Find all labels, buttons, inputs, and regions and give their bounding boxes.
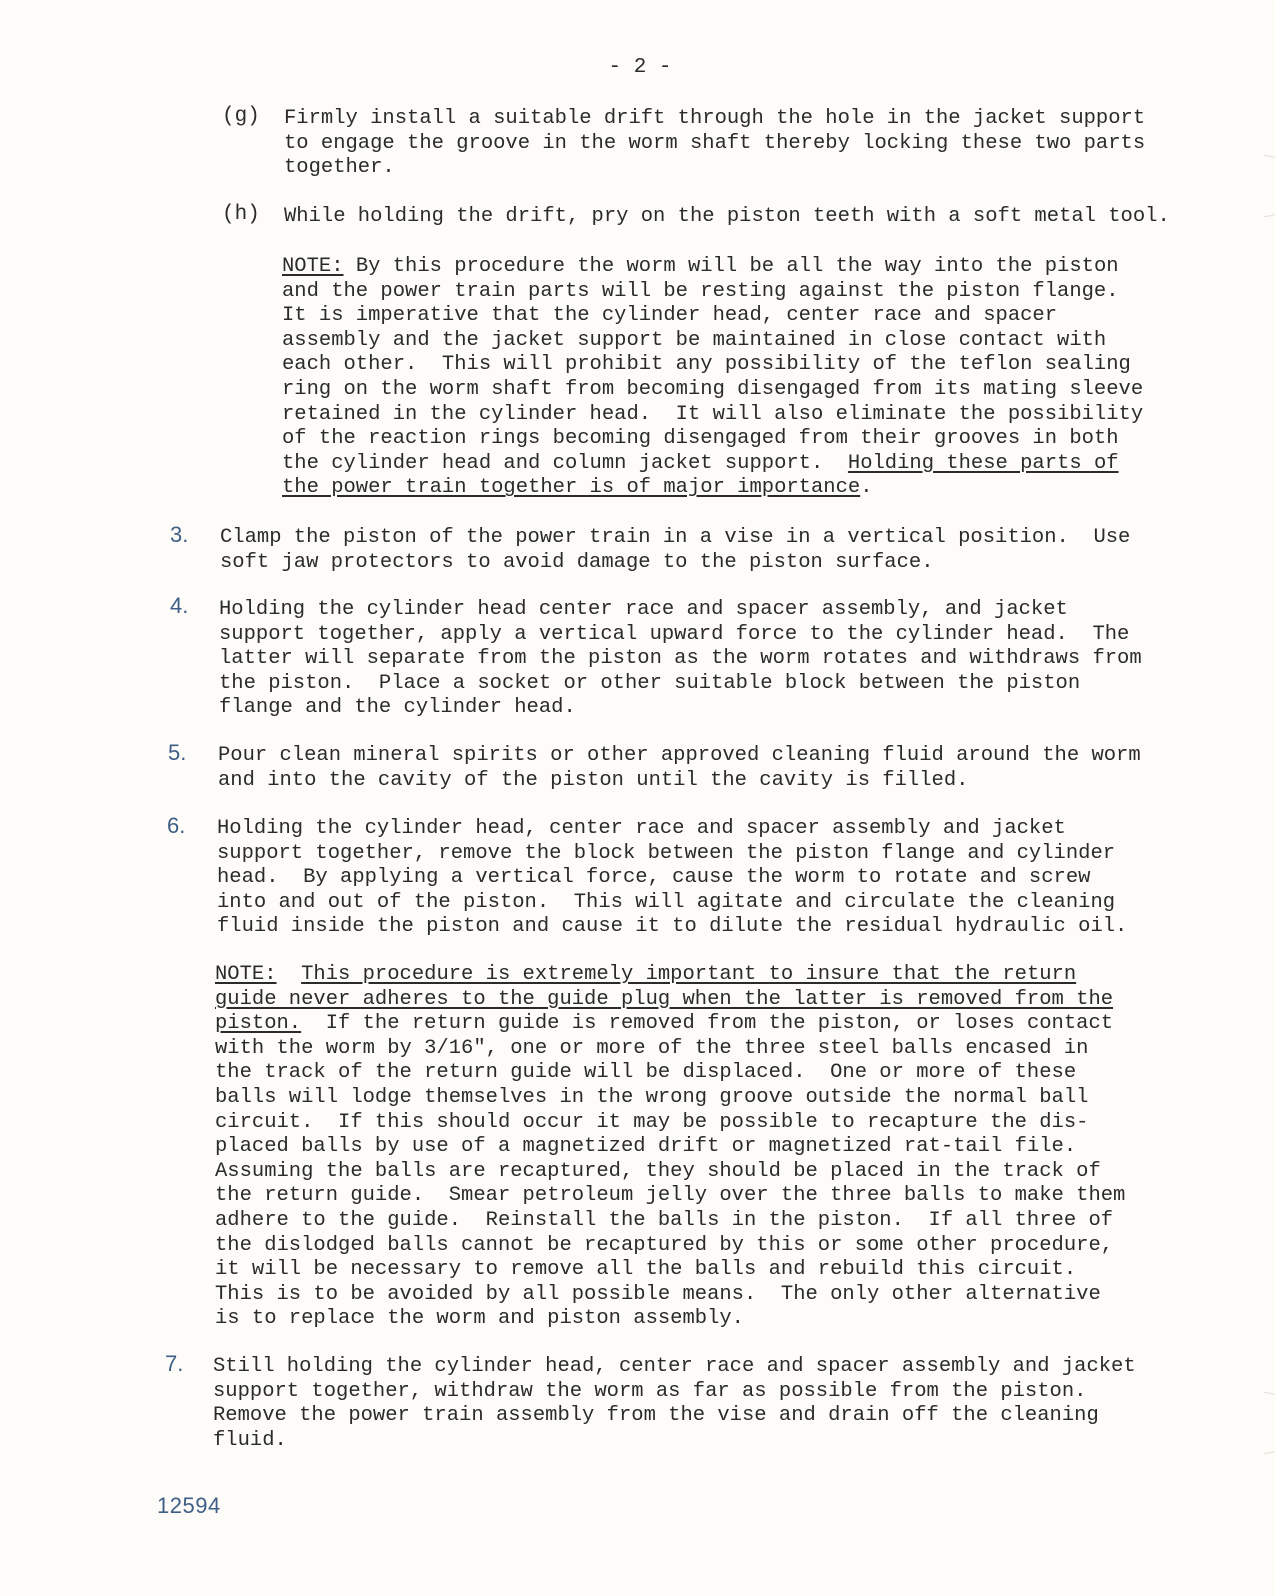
note-2-line: Assuming the balls are recaptured, they should be placed in the track of bbox=[215, 1159, 1101, 1183]
step-3-label: 3. bbox=[170, 522, 189, 547]
step-4-line: the piston. Place a socket or other suitable block between the piston bbox=[219, 671, 1081, 695]
step-6-line: support together, remove the block between the piston flange and cylinder bbox=[217, 841, 1116, 865]
item-h-text bbox=[284, 205, 1170, 230]
note-1-end-punct: . bbox=[860, 476, 873, 500]
step-4-text bbox=[219, 598, 1142, 721]
note-2-line: This is to be avoided by all possible means. The only other alternative bbox=[215, 1282, 1101, 1306]
note-2-emphasis: piston. bbox=[215, 1012, 302, 1036]
note-2-line: balls will lodge themselves in the wrong groove outside the normal ball bbox=[215, 1085, 1089, 1109]
item-g-text bbox=[284, 107, 1145, 181]
step-7-label: 7. bbox=[165, 1351, 184, 1376]
note-2-line: the dislodged balls cannot be recaptured by this or some other procedure, bbox=[215, 1233, 1114, 1257]
note-1-line: It is imperative that the cylinder head, center race and spacer bbox=[282, 304, 1058, 328]
note-1-line: ring on the worm shaft from becoming disengaged from its mating sleeve bbox=[282, 377, 1144, 401]
step-7-text bbox=[213, 1355, 1136, 1453]
page-number: - 2 - bbox=[608, 56, 672, 79]
step-7-line: Remove the power train assembly from the vise and drain off the cleaning bbox=[213, 1404, 1099, 1428]
step-4-line: flange and the cylinder head. bbox=[219, 696, 576, 720]
step-5-line: Pour clean mineral spirits or other approved cleaning fluid around the worm bbox=[218, 744, 1141, 767]
note-1-line: assembly and the jacket support be maintained in close contact with bbox=[282, 328, 1107, 352]
step-3-line: soft jaw protectors to avoid damage to the piston surface. bbox=[220, 550, 934, 574]
step-5-label: 5. bbox=[168, 740, 187, 765]
item-g-label: (g) bbox=[222, 105, 260, 128]
step-7-line: support together, withdraw the worm as far as possible from the piston. bbox=[213, 1379, 1087, 1403]
step-4-label: 4. bbox=[170, 593, 189, 618]
note-2-emphasis: This procedure is extremely important to insure that the return bbox=[301, 963, 1077, 986]
punch-hole-mark bbox=[1264, 1392, 1275, 1454]
note-2-line: is to replace the worm and piston assembly. bbox=[215, 1307, 744, 1331]
note-1 bbox=[282, 255, 1143, 501]
step-5-text bbox=[218, 744, 1141, 793]
item-h-line: While holding the drift, pry on the piston teeth with a soft metal tool. bbox=[284, 205, 1170, 228]
step-4-line: latter will separate from the piston as the worm rotates and withdraws from bbox=[219, 647, 1142, 671]
step-4-line: support together, apply a vertical upward force to the cylinder head. The bbox=[219, 622, 1130, 646]
note-2-line: placed balls by use of a magnetized drift or magnetized rat-tail file. bbox=[215, 1135, 1077, 1159]
note-1-line: the cylinder head and column jacket support. bbox=[282, 451, 848, 475]
step-4-line: Holding the cylinder head center race and spacer assembly, and jacket bbox=[219, 598, 1068, 621]
note-1-line: By this procedure the worm will be all the way into the piston bbox=[343, 255, 1119, 278]
note-2-heading: NOTE: bbox=[215, 963, 277, 986]
note-1-emphasis: Holding these parts of bbox=[847, 451, 1119, 475]
note-2-line: If the return guide is removed from the piston, or loses contact bbox=[301, 1012, 1114, 1036]
note-2-line: it will be necessary to remove all the balls and rebuild this circuit. bbox=[215, 1258, 1077, 1282]
item-h-label: (h) bbox=[222, 203, 260, 226]
punch-hole-mark bbox=[1264, 155, 1275, 217]
step-7-line: Still holding the cylinder head, center race and spacer assembly and jacket bbox=[213, 1355, 1136, 1378]
step-6-line: Holding the cylinder head, center race and spacer assembly and jacket bbox=[217, 817, 1066, 840]
item-g-line: Firmly install a suitable drift through the hole in the jacket support bbox=[284, 107, 1146, 130]
step-3-text bbox=[220, 526, 1130, 575]
step-6-line: into and out of the piston. This will agitate and circulate the cleaning bbox=[217, 890, 1116, 914]
step-7-line: fluid. bbox=[213, 1428, 287, 1452]
step-6-label: 6. bbox=[167, 813, 186, 838]
step-5-line: and into the cavity of the piston until the cavity is filled. bbox=[218, 768, 969, 792]
note-2-emphasis: guide never adheres to the guide plug when the latter is removed from the bbox=[215, 987, 1114, 1011]
step-3-line: Clamp the piston of the power train in a vise in a vertical position. Use bbox=[220, 526, 1131, 549]
note-1-heading: NOTE: bbox=[282, 255, 344, 278]
note-2-line: the return guide. Smear petroleum jelly over the three balls to make them bbox=[215, 1184, 1126, 1208]
note-2-line: the track of the return guide will be displaced. One or more of these bbox=[215, 1061, 1077, 1085]
step-6-line: head. By applying a vertical force, cause the worm to rotate and screw bbox=[217, 866, 1091, 890]
item-g-line: to engage the groove in the worm shaft thereby locking these two parts bbox=[284, 131, 1146, 155]
note-1-emphasis: the power train together is of major importance bbox=[282, 476, 861, 500]
note-1-line: each other. This will prohibit any possibility of the teflon sealing bbox=[282, 353, 1131, 377]
note-2 bbox=[215, 963, 1125, 1332]
step-6-line: fluid inside the piston and cause it to dilute the residual hydraulic oil. bbox=[217, 915, 1128, 939]
note-1-line: retained in the cylinder head. It will also eliminate the possibility bbox=[282, 402, 1144, 426]
document-code: 12594 bbox=[157, 1493, 221, 1518]
note-1-line: of the reaction rings becoming disengaged from their grooves in both bbox=[282, 427, 1119, 451]
item-g-line: together. bbox=[284, 156, 395, 180]
note-2-line: with the worm by 3/16", one or more of the three steel balls encased in bbox=[215, 1036, 1089, 1060]
note-1-line: and the power train parts will be resting against the piston flange. bbox=[282, 279, 1119, 303]
step-6-text bbox=[217, 817, 1127, 940]
note-2-line: circuit. If this should occur it may be possible to recapture the dis- bbox=[215, 1110, 1089, 1134]
note-2-line: adhere to the guide. Reinstall the balls in the piston. If all three of bbox=[215, 1208, 1114, 1232]
